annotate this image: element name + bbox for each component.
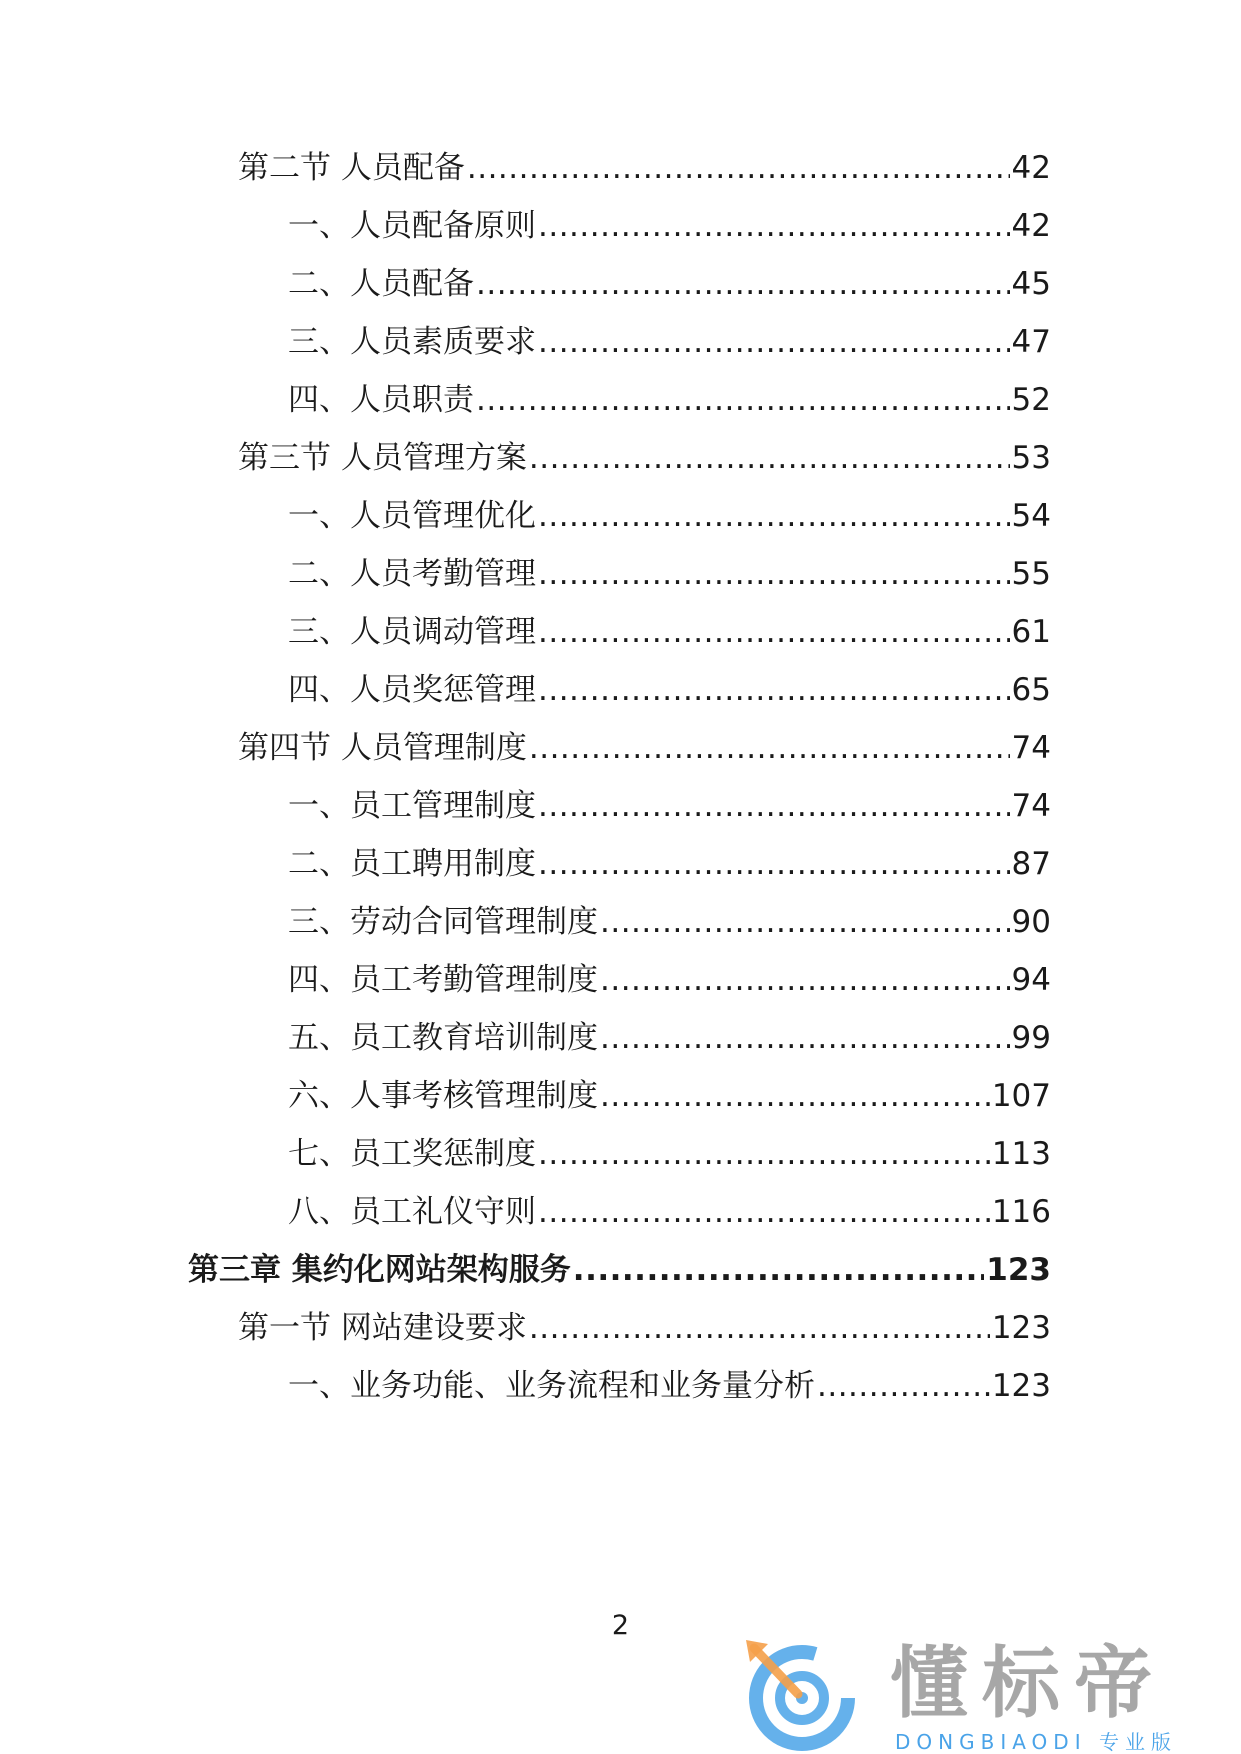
toc-entry[interactable] — [238, 437, 1051, 479]
toc-entry-title: 一、人员配备原则 — [288, 208, 536, 244]
toc-entry-title: 一、人员管理优化 — [288, 498, 536, 534]
toc-entry-page: 90 — [1011, 904, 1051, 940]
toc-leader-dots — [538, 669, 1010, 711]
toc-leader-dots — [538, 1191, 990, 1233]
toc-entry-page: 99 — [1011, 1020, 1051, 1056]
toc-entry-page: 94 — [1011, 962, 1051, 998]
toc-entry-title: 二、员工聘用制度 — [288, 846, 536, 882]
toc-leader-dots — [600, 1075, 990, 1117]
toc-entry-page: 61 — [1011, 614, 1051, 650]
toc-entry-title: 六、人事考核管理制度 — [288, 1078, 598, 1114]
toc-entry-page: 116 — [991, 1194, 1051, 1230]
toc-entry-page: 45 — [1011, 266, 1051, 302]
toc-entry[interactable] — [288, 1365, 1051, 1407]
toc-entry-page: 54 — [1011, 498, 1051, 534]
toc-entry[interactable] — [288, 1075, 1051, 1117]
toc-entry-title: 第三节 人员管理方案 — [238, 440, 527, 476]
toc-entry[interactable] — [288, 495, 1051, 537]
toc-entry-page: 53 — [1011, 440, 1051, 476]
toc-entry[interactable] — [288, 1017, 1051, 1059]
toc-leader-dots — [538, 843, 1010, 885]
toc-entry-page: 113 — [991, 1136, 1051, 1172]
watermark — [740, 1634, 1240, 1754]
toc-entry[interactable] — [288, 901, 1051, 943]
toc-entry-title: 第三章 集约化网站架构服务 — [188, 1252, 571, 1288]
toc-chapter-entry[interactable] — [188, 1249, 1051, 1291]
toc-entry-page: 74 — [1011, 730, 1051, 766]
toc-entry-page: 123 — [991, 1368, 1051, 1404]
toc-entry-title: 一、员工管理制度 — [288, 788, 536, 824]
toc-entry-title: 一、业务功能、业务流程和业务量分析 — [288, 1368, 815, 1404]
toc-entry[interactable] — [288, 205, 1051, 247]
toc-entry-title: 二、人员配备 — [288, 266, 474, 302]
toc-leader-dots — [600, 959, 1010, 1001]
toc-entry-title: 第二节 人员配备 — [238, 150, 465, 186]
toc-entry-page: 52 — [1011, 382, 1051, 418]
toc-entry[interactable] — [288, 1133, 1051, 1175]
toc-entry[interactable] — [288, 785, 1051, 827]
toc-entry[interactable] — [288, 843, 1051, 885]
toc-leader-dots — [538, 321, 1010, 363]
watermark-brand: 懂标帝 — [890, 1639, 1167, 1729]
toc-entry-page: 74 — [1011, 788, 1051, 824]
toc-entry-page: 123 — [986, 1252, 1051, 1288]
toc-entry-page: 42 — [1011, 208, 1051, 244]
toc-leader-dots — [538, 205, 1010, 247]
toc-leader-dots — [538, 553, 1010, 595]
toc-entry[interactable] — [288, 263, 1051, 305]
toc-entry-page: 123 — [991, 1310, 1051, 1346]
toc-leader-dots — [529, 727, 1010, 769]
toc-entry-title: 五、员工教育培训制度 — [288, 1020, 598, 1056]
toc-entry[interactable] — [238, 1307, 1051, 1349]
toc-entry-page: 107 — [991, 1078, 1051, 1114]
toc-leader-dots — [476, 263, 1010, 305]
toc-entry-page: 87 — [1011, 846, 1051, 882]
toc-entry[interactable] — [238, 727, 1051, 769]
toc-leader-dots — [467, 147, 1010, 189]
toc-entry-title: 三、劳动合同管理制度 — [288, 904, 598, 940]
toc-leader-dots — [538, 495, 1010, 537]
toc-entry-page: 42 — [1011, 150, 1051, 186]
toc-entry-title: 第四节 人员管理制度 — [238, 730, 527, 766]
toc-entry-title: 七、员工奖惩制度 — [288, 1136, 536, 1172]
toc-entry[interactable] — [288, 379, 1051, 421]
toc-entry-page: 47 — [1011, 324, 1051, 360]
toc-entry[interactable] — [288, 669, 1051, 711]
toc-entry-page: 55 — [1011, 556, 1051, 592]
toc-entry[interactable] — [288, 321, 1051, 363]
toc-entry[interactable] — [288, 553, 1051, 595]
toc-entry-title: 八、员工礼仪守则 — [288, 1194, 536, 1230]
toc-entry-title: 三、人员调动管理 — [288, 614, 536, 650]
toc-entry-title: 第一节 网站建设要求 — [238, 1310, 527, 1346]
toc-entry[interactable] — [288, 611, 1051, 653]
toc-leader-dots — [600, 1017, 1010, 1059]
toc-entry[interactable] — [288, 1191, 1051, 1233]
toc-entry[interactable] — [238, 147, 1051, 189]
toc-entry[interactable] — [288, 959, 1051, 1001]
toc-entry-title: 四、人员奖惩管理 — [288, 672, 536, 708]
toc-leader-dots — [538, 611, 1010, 653]
toc-leader-dots — [573, 1249, 984, 1291]
toc-entry-title: 三、人员素质要求 — [288, 324, 536, 360]
toc-leader-dots — [529, 1307, 990, 1349]
toc-entry-title: 四、人员职责 — [288, 382, 474, 418]
target-arrow-icon — [740, 1634, 880, 1754]
toc-leader-dots — [529, 437, 1010, 479]
toc-leader-dots — [538, 785, 1010, 827]
toc-entry-page: 65 — [1011, 672, 1051, 708]
toc-leader-dots — [476, 379, 1010, 421]
watermark-subtitle: DONGBIAODI 专业版 — [895, 1730, 1177, 1754]
toc-leader-dots — [538, 1133, 990, 1175]
toc-leader-dots — [817, 1365, 990, 1407]
toc-leader-dots — [600, 901, 1010, 943]
toc-entry-title: 二、人员考勤管理 — [288, 556, 536, 592]
page-number: 2 — [611, 1610, 630, 1641]
toc-entry-title: 四、员工考勤管理制度 — [288, 962, 598, 998]
